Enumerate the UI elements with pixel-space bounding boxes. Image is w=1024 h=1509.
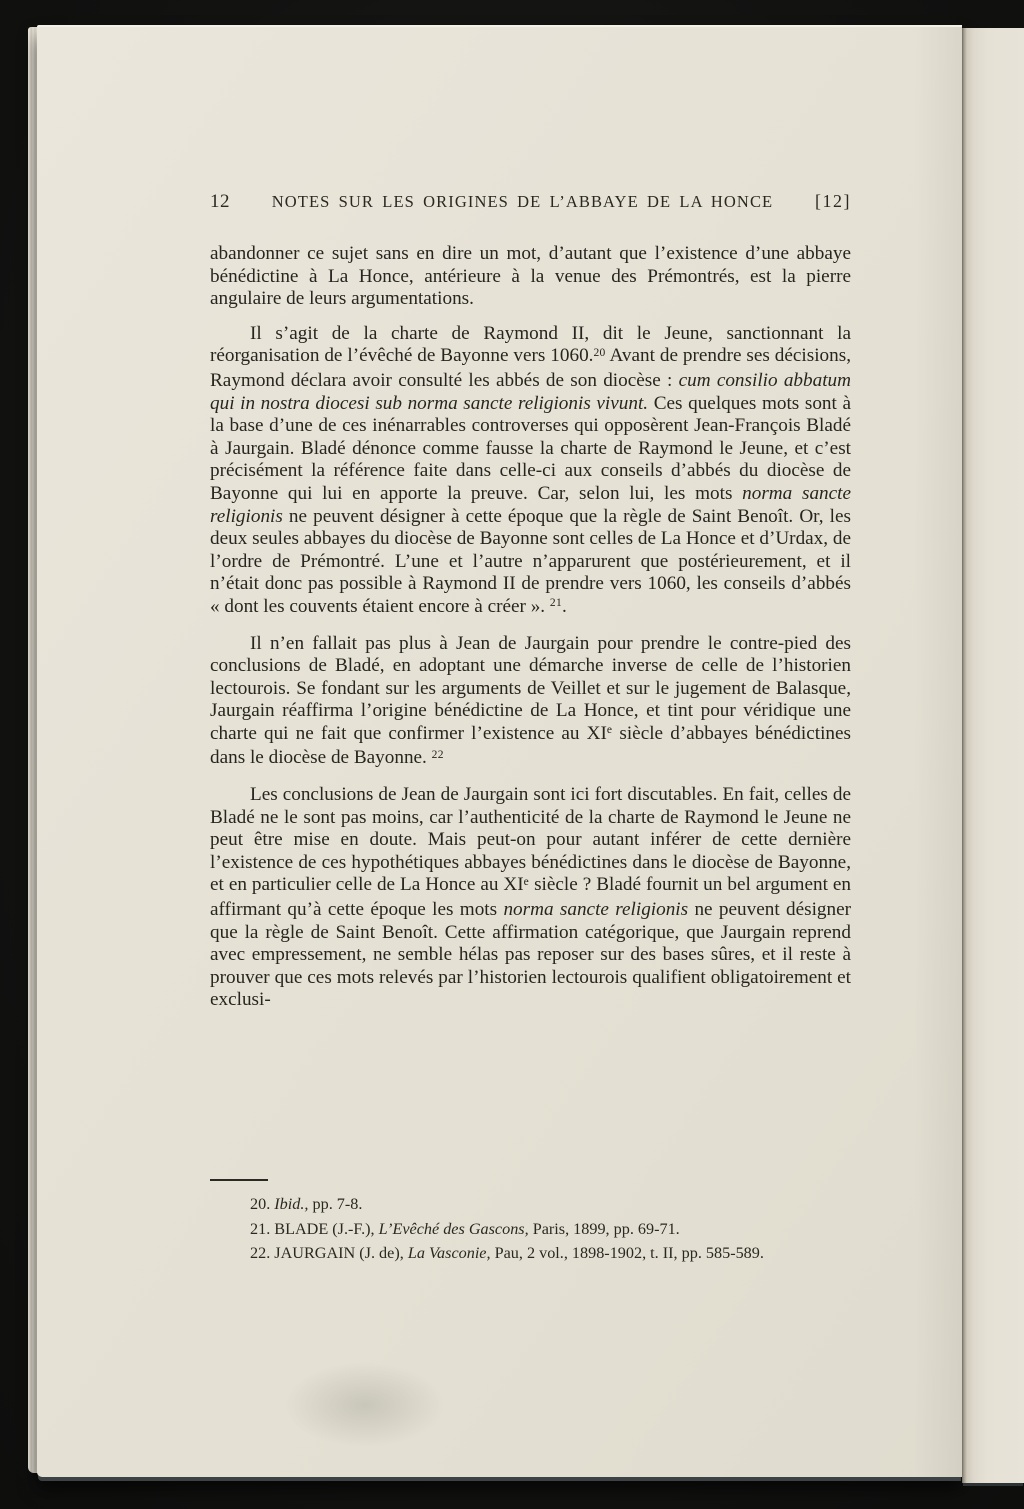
body-paragraph: Les conclusions de Jean de Jaurgain sont ici fort discutables. En fait, celles de Bladé ne le sont pas moins, car l’authenticité de la charte de Raymond le Jeune ne peut être mise en doute. Mais peut-on pour autant inférer de cette dernière l’existence de ces hypothétiques abbayes bénédictines dans le diocèse de Bayonne, et en particulier celle de La Honce au XIe siècle ? Bladé fournit un bel argument en affirmant qu’à cette époque les mots norma sancte religionis ne peuvent désigner que la règle de Saint Benoît. Cette affirmation catégorique, que Jaurgain reprend avec empressement, ne semble hélas pas reposer sur des bases sûres, et il reste à prouver que ces mots relevés par l’historien lectourois qualifient obligatoirement et exclusi-	[210, 784, 851, 1011]
page-number: 12	[210, 191, 230, 212]
body-paragraph: Il s’agit de la charte de Raymond II, dit le Jeune, sanctionnant la réorganisation de l’évêché de Bayonne vers 1060.20 Avant de prendre ses décisions, Raymond déclara avoir consulté les abbés de son diocèse : cum consilio abbatum qui in nostra diocesi sub norma sancte religionis vivunt. Ces quelques mots sont à la base d’une de ces inénarrables controverses qui opposèrent Jean-François Bladé à Jaurgain. Bladé dénonce comme fausse la charte de Raymond le Jeune, et c’est précisément la référence faite dans celle-ci aux conseils d’abbés du diocèse de Bayonne qui lui en apporte la preuve. Car, selon lui, les mots norma sancte religionis ne peuvent désigner à cette époque que la règle de Saint Benoît. Or, les deux seules abbayes du diocèse de Bayonne sont celles de La Honce et d’Urdax, de l’ordre de Prémontré. L’une et l’autre n’apparurent que postérieurement, et il n’était donc pas possible à Raymond II de prendre vers 1060, les conseils d’abbés « dont les couvents étaient encore à créer ». $^{21}$.	[210, 322, 852, 617]
book-page	[37, 25, 962, 1477]
page-number-bracket: [12]	[814, 191, 851, 211]
running-title: NOTES SUR LES ORIGINES DE L’ABBAYE DE LA HONCE	[271, 192, 774, 211]
footnote: 20. Ibid., pp. 7-8.	[250, 1195, 363, 1213]
paper-stain	[285, 1362, 445, 1448]
footnotes-block	[210, 1179, 851, 1269]
facing-page-edge	[962, 28, 1024, 1483]
body-paragraph: abandonner ce sujet sans en dire un mot, d’autant que l’existence d’une abbaye bénédictine à La Honce, antérieure à la venue des Prémontrés, est la pierre angulaire de leurs argumentations.	[210, 243, 851, 310]
footnote: 21. BLADE (J.-F.), L’Evêché des Gascons, Paris, 1899, pp. 69-71.	[250, 1219, 680, 1238]
footnote: 22. JAURGAIN (J. de), La Vasconie, Pau, 2 vol., 1898-1902, t. II, pp. 585-589.	[250, 1244, 764, 1263]
running-header	[210, 191, 851, 213]
footnote-separator-rule	[210, 1179, 268, 1181]
body-paragraph: Il n’en fallait pas plus à Jean de Jaurgain pour prendre le contre-pied des conclusions de Bladé, en adoptant une démarche inverse de celle de l’historien lectourois. Se fondant sur les arguments de Veillet et sur le jugement de Balasque, Jaurgain réaffirma l’origine bénédictine de La Honce, et tint pour véridique une charte qui ne fait que confirmer l’existence au XIe siècle d’abbayes bénédictines dans le diocèse de Bayonne. $^{22}$	[210, 632, 851, 769]
body-text	[210, 243, 851, 1024]
